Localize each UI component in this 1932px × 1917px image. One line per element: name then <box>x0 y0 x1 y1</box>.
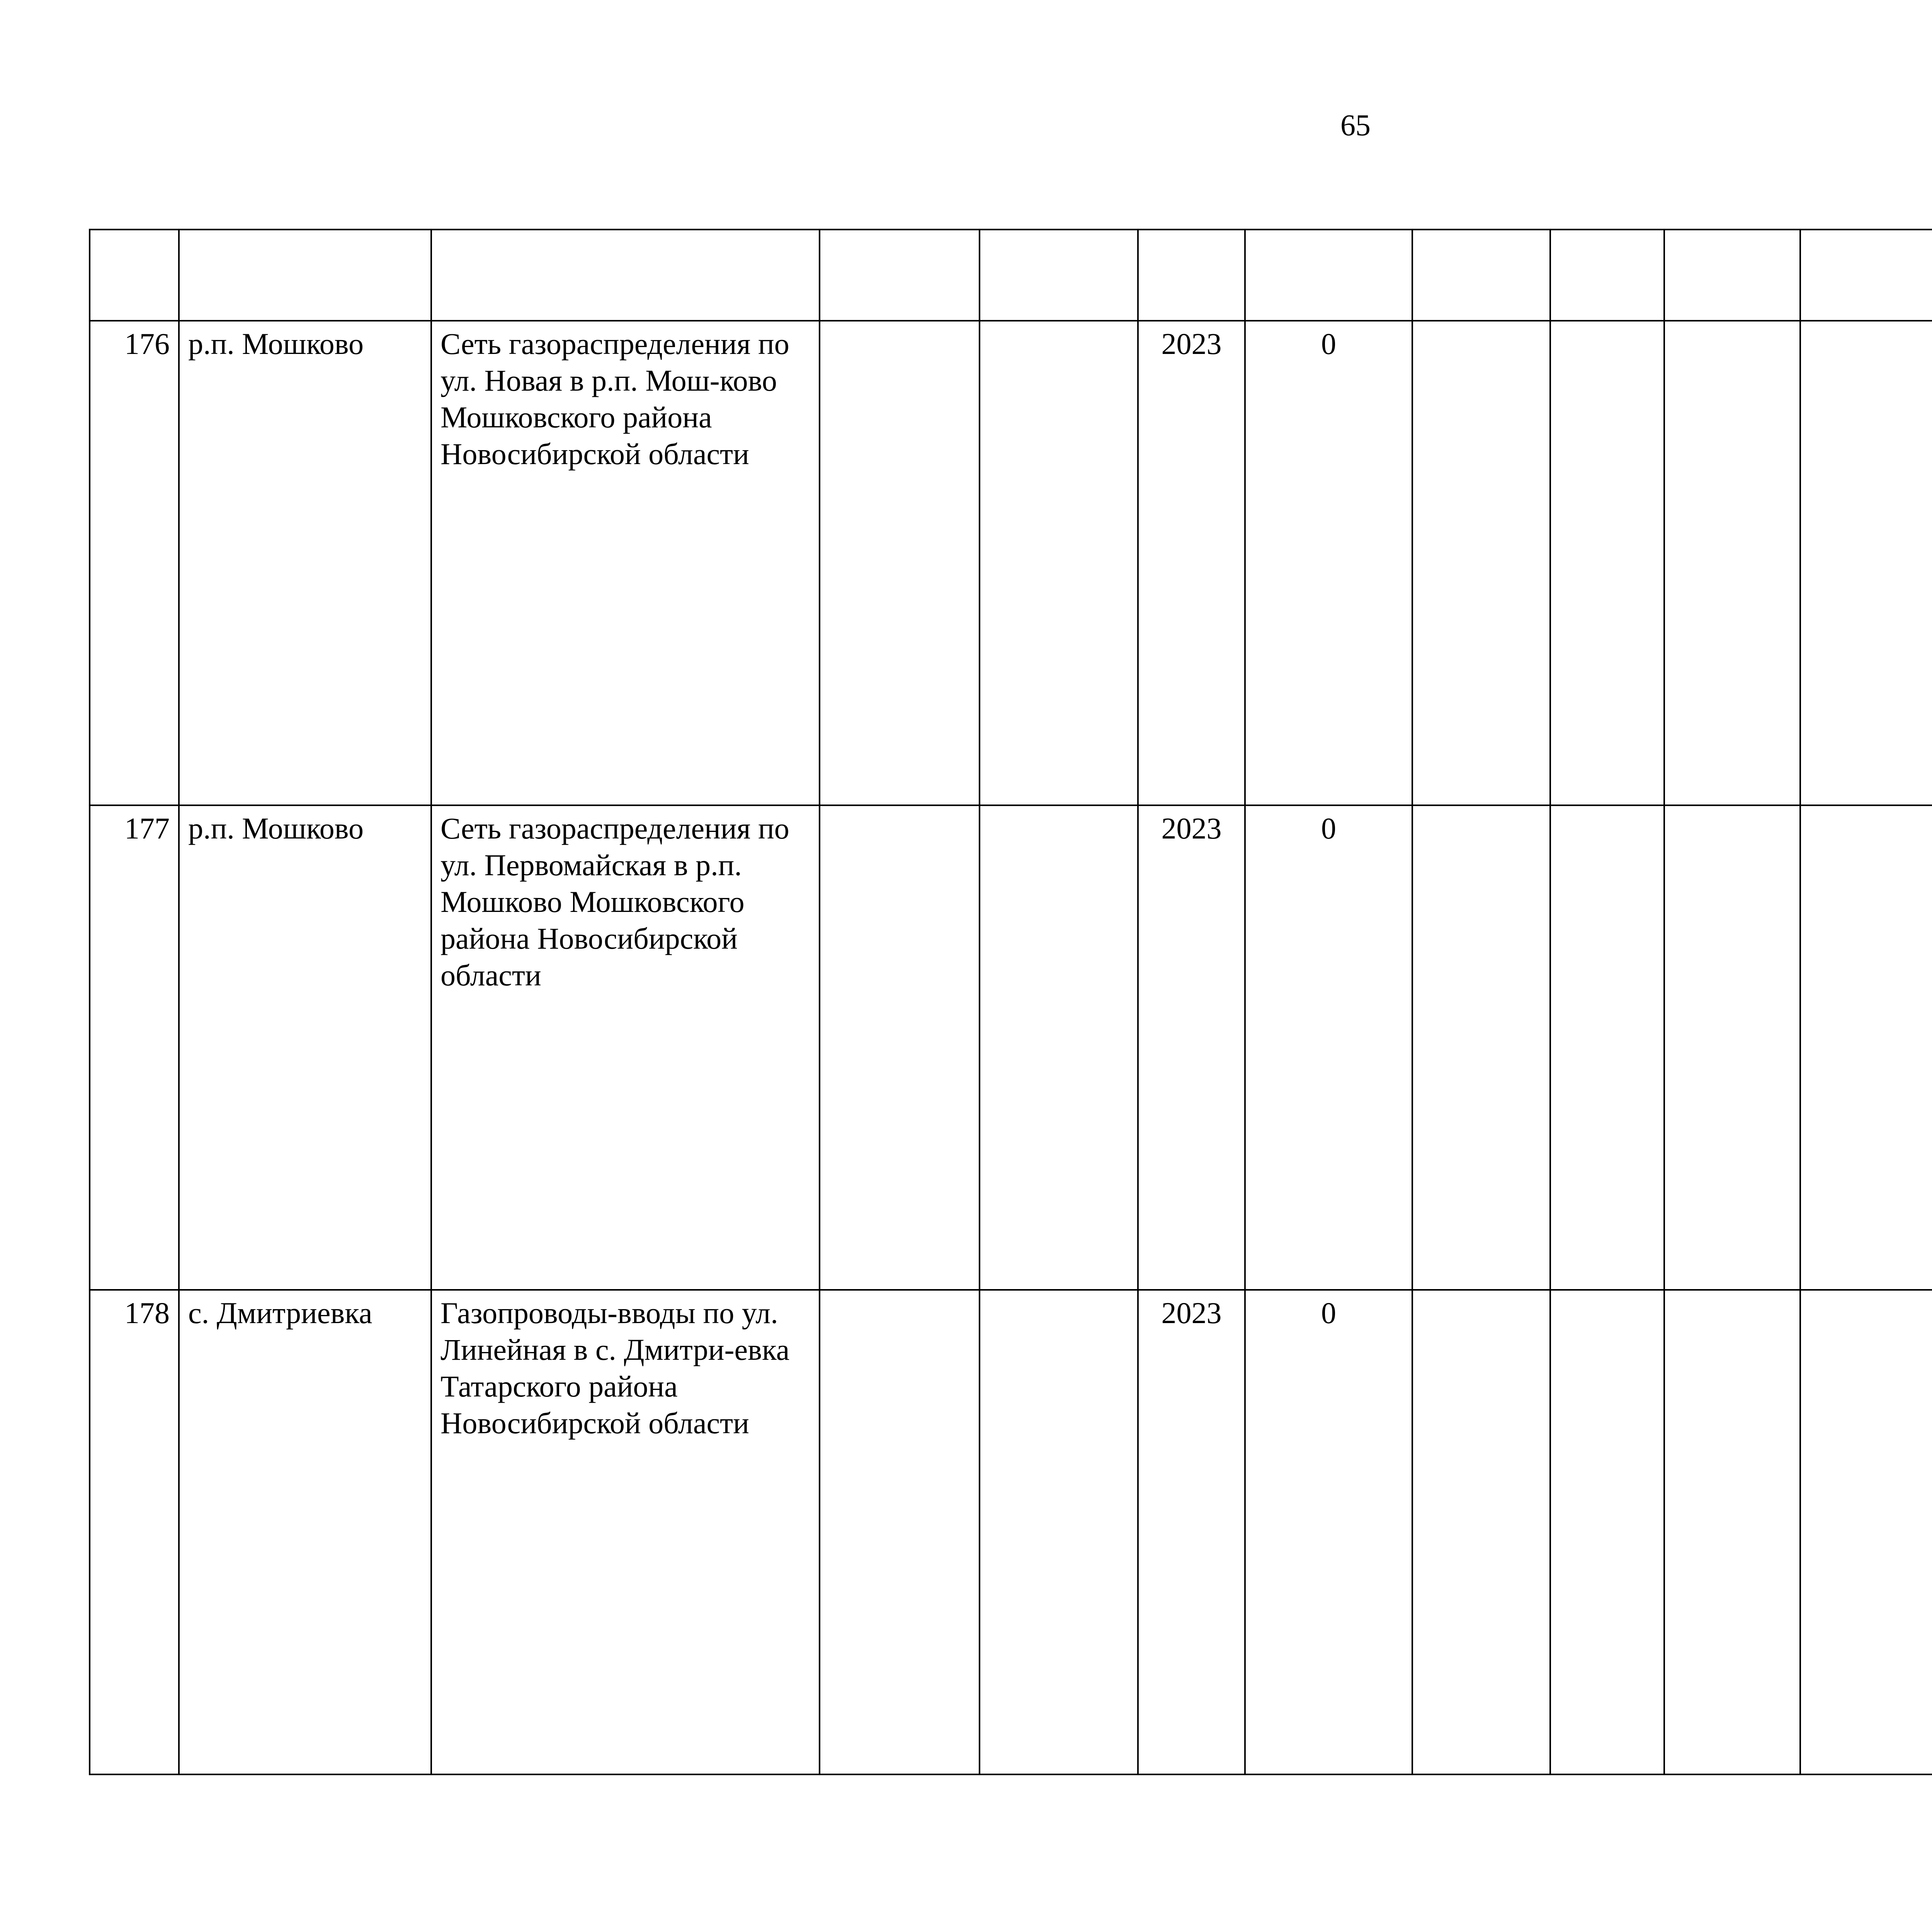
cell-num <box>90 230 179 321</box>
cell-empty <box>1412 805 1550 1290</box>
cell-value-a: 0 <box>1245 1290 1412 1774</box>
cell-settlement: р.п. Мошково <box>179 805 431 1290</box>
cell-empty <box>980 805 1138 1290</box>
cell-value-b <box>1800 805 1932 1290</box>
cell-empty <box>1664 1290 1800 1774</box>
cell-empty <box>1550 321 1664 805</box>
table-row <box>90 805 1932 1290</box>
cell-settlement <box>179 230 431 321</box>
cell-num: 178 <box>90 1290 179 1774</box>
cell-value-a <box>1245 230 1412 321</box>
cell-year <box>1138 230 1245 321</box>
cell-empty <box>1550 1290 1664 1774</box>
cell-value-a: 0 <box>1245 321 1412 805</box>
cell-empty <box>820 230 980 321</box>
cell-object: Сеть газораспределения по ул. Новая в р.п. Мош-ково Мошковского района Новосибирской области <box>431 321 820 805</box>
cell-num: 176 <box>90 321 179 805</box>
cell-settlement: с. Дмитриевка <box>179 1290 431 1774</box>
cell-empty <box>1550 230 1664 321</box>
table-row <box>90 1290 1932 1774</box>
table-row <box>90 321 1932 805</box>
cell-empty <box>1550 805 1664 1290</box>
cell-year: 2023 <box>1138 805 1245 1290</box>
cell-value-b <box>1800 230 1932 321</box>
cell-value-b <box>1800 1290 1932 1774</box>
cell-empty <box>1412 321 1550 805</box>
cell-empty <box>1664 230 1800 321</box>
cell-empty <box>1664 321 1800 805</box>
cell-year: 2023 <box>1138 1290 1245 1774</box>
cell-year: 2023 <box>1138 321 1245 805</box>
cell-empty <box>980 321 1138 805</box>
cell-num: 177 <box>90 805 179 1290</box>
cell-settlement: р.п. Мошково <box>179 321 431 805</box>
register-table <box>89 229 1932 1775</box>
cell-empty <box>1664 805 1800 1290</box>
cell-empty <box>1412 230 1550 321</box>
cell-object: Сеть газораспределения по ул. Первомайская в р.п. Мошково Мошковского района Новосибирской области <box>431 805 820 1290</box>
page-number: 65 <box>1340 108 1371 142</box>
cell-value-b <box>1800 321 1932 805</box>
cell-value-a: 0 <box>1245 805 1412 1290</box>
cell-empty <box>980 1290 1138 1774</box>
cell-empty <box>1412 1290 1550 1774</box>
cell-object <box>431 230 820 321</box>
cell-empty <box>820 321 980 805</box>
table-row-continuation <box>90 230 1932 321</box>
cell-empty <box>980 230 1138 321</box>
cell-empty <box>820 805 980 1290</box>
cell-empty <box>820 1290 980 1774</box>
cell-object: Газопроводы-вводы по ул. Линейная в с. Дмитри-евка Татарского района Новосибирской области <box>431 1290 820 1774</box>
